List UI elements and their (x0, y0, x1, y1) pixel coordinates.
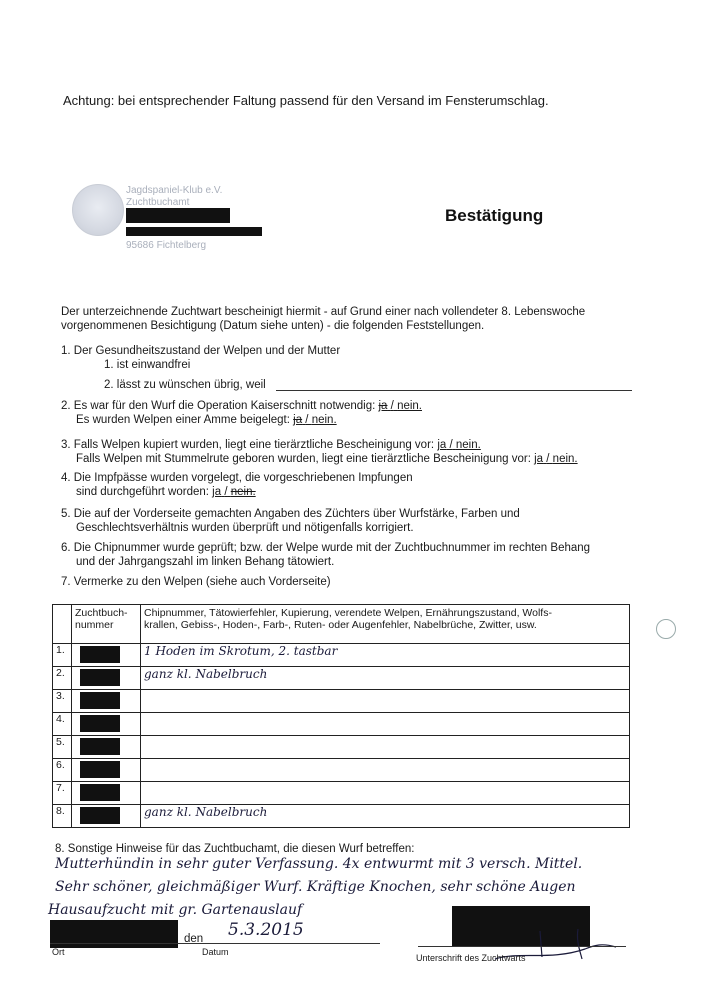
row-number: 7. (53, 782, 72, 805)
table-row (53, 782, 630, 805)
sender-office: Zuchtbuchamt (126, 197, 190, 208)
col-zuchtbuch-header: Zuchtbuch- nummer (72, 605, 141, 644)
row-number: 1. (53, 644, 72, 667)
ort-label: Ort (52, 947, 65, 957)
item-5: 5. Die auf der Vorderseite gemachten Angaben des Züchters über Wurfstärke, Farben und Geschlechtsverhältnis wurden überprüft und nötigenfalls korrigiert. (61, 508, 520, 534)
row-number: 6. (53, 759, 72, 782)
note-cell (141, 736, 630, 759)
note-cell (141, 690, 630, 713)
zuchtbuch-cell (72, 667, 141, 690)
zuchtbuch-cell (72, 644, 141, 667)
datum-label: Datum (202, 947, 229, 957)
item-2: 2. Es war für den Wurf die Operation Kaiserschnitt notwendig: ja / nein. Es wurden Welpen einer Amme beigelegt: ja / nein. (61, 400, 422, 426)
table-header-row (53, 605, 630, 644)
page-title: Bestätigung (445, 206, 544, 225)
item-3: 3. Falls Welpen kupiert wurden, liegt eine tierärztliche Bescheinigung vor: ja / nein. Falls Welpen mit Stummelrute geboren wurden, liegt eine tierärztliche Bescheinigung vor: ja / nein. (61, 439, 578, 465)
note-cell (141, 759, 630, 782)
table-row (53, 644, 630, 667)
item-7: 7. Vermerke zu den Welpen (siehe auch Vorderseite) (61, 576, 331, 588)
table-row (53, 805, 630, 828)
reason-blank-line (276, 390, 632, 391)
answer-options: ja / nein. (534, 453, 578, 465)
item-text: Der Gesundheitszustand der Welpen und der Mutter (73, 345, 341, 357)
redacted-number (80, 669, 120, 686)
answer-options: ja / nein. (437, 439, 481, 451)
redacted-number (80, 715, 120, 732)
item-1 (61, 344, 340, 358)
zuchtbuch-cell (72, 713, 141, 736)
intro-paragraph: Der unterzeichnende Zuchtwart bescheinigt hiermit - auf Grund einer nach vollendeter 8. Lebenswoche vorgenommenen Besichtigung (Datum siehe unten) - die folgenden Feststellungen. (61, 306, 586, 332)
row-number: 8. (53, 805, 72, 828)
note-cell (141, 713, 630, 736)
table-row (53, 736, 630, 759)
answer-options: ja / nein. (378, 400, 422, 412)
handwritten-date: 5.3.2015 (228, 920, 304, 940)
note-cell: ganz kl. Nabelbruch (141, 667, 630, 690)
zuchtbuch-cell (72, 782, 141, 805)
sender-club: Jagdspaniel-Klub e.V. (126, 185, 223, 196)
den-label: den (184, 933, 204, 945)
item-1-sub-2: 2. lässt zu wünschen übrig, weil (104, 379, 266, 391)
zuchtbuch-cell (72, 759, 141, 782)
col-number-header (53, 605, 72, 644)
item-6: 6. Die Chipnummer wurde geprüft; bzw. der Welpe wurde mit der Zuchtbuchnummer im rechten Behang und der Jahrgangszahl im linken Behang tätowiert. (61, 542, 591, 568)
redacted-sender-name (126, 208, 230, 223)
note-cell: 1 Hoden im Skrotum, 2. tastbar (141, 644, 630, 667)
handwritten-remark-line-2: Sehr schöner, gleichmäßiger Wurf. Kräftige Knochen, sehr schöne Augen (55, 879, 576, 895)
zuchtbuch-cell (72, 805, 141, 828)
redacted-number (80, 761, 120, 778)
answer-options: ja / nein. (293, 414, 337, 426)
redacted-number (80, 646, 120, 663)
row-number: 5. (53, 736, 72, 759)
signature-label: Unterschrift des Zuchtwarts (416, 953, 526, 963)
note-cell: ganz kl. Nabelbruch (141, 805, 630, 828)
redacted-number (80, 807, 120, 824)
note-cell (141, 782, 630, 805)
answer-options: ja / nein. (212, 486, 256, 498)
club-logo (72, 184, 124, 236)
signature-line (418, 946, 626, 947)
row-number: 2. (53, 667, 72, 690)
zuchtbuch-cell (72, 736, 141, 759)
zuchtbuch-cell (72, 690, 141, 713)
redacted-number (80, 738, 120, 755)
item-1-sub-1: 1. ist einwandfrei (104, 359, 191, 371)
envelope-fold-note: Achtung: bei entsprechender Faltung passend für den Versand im Fensterumschlag. (63, 93, 549, 108)
col-notes-header: Chipnummer, Tätowierfehler, Kupierung, verendete Welpen, Ernährungszustand, Wolfs- krallen, Gebiss-, Hoden-, Farb-, Ruten- oder Augenfehler, Nabelbrüche, Zwitter, usw. (141, 605, 630, 644)
table-row (53, 759, 630, 782)
sender-city: 95686 Fichtelberg (126, 240, 207, 251)
handwritten-remark-line-3: Hausaufzucht mit gr. Gartenauslauf (48, 902, 303, 918)
redacted-sender-street (126, 227, 262, 236)
place-date-line (50, 943, 380, 944)
redacted-number (80, 692, 120, 709)
puppy-notes-table (52, 604, 630, 828)
item-8-label: 8. Sonstige Hinweise für das Zuchtbuchamt, die diesen Wurf betreffen: (55, 843, 415, 855)
handwritten-remark-line-1: Mutterhündin in sehr guter Verfassung. 4x entwurmt mit 3 versch. Mittel. (55, 856, 583, 872)
item-4: 4. Die Impfpässe wurden vorgelegt, die vorgeschriebenen Impfungen sind durchgeführt worden: ja / nein. (61, 472, 413, 498)
table-row (53, 667, 630, 690)
row-number: 3. (53, 690, 72, 713)
item-number: 1. (61, 345, 71, 357)
table-row (53, 690, 630, 713)
redacted-number (80, 784, 120, 801)
table-row (53, 713, 630, 736)
punch-hole-mark (656, 619, 676, 639)
row-number: 4. (53, 713, 72, 736)
